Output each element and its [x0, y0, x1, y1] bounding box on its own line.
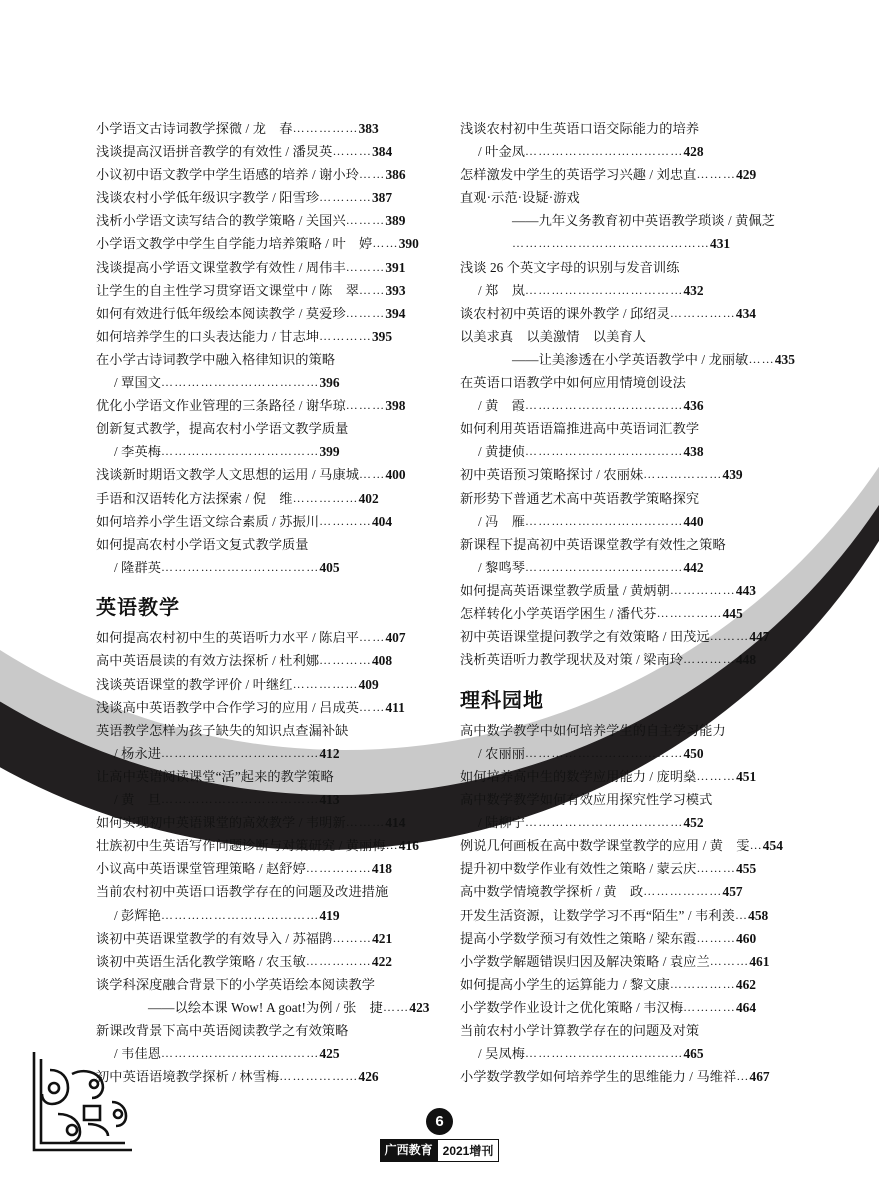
- toc-entry[interactable]: [96, 280, 432, 302]
- toc-entry-title: 高中英语晨读的有效方法探析 / 杜利娜: [96, 653, 320, 669]
- toc-entry-title: 如何提高小学生的运算能力 / 黎文康: [460, 976, 670, 992]
- toc-entry-title: 优化小学语文作业管理的三条路径 / 谢华琼: [96, 398, 346, 414]
- toc-leader-dots: ………: [332, 930, 373, 945]
- toc-leader-dots: ……: [359, 282, 386, 297]
- toc-entry[interactable]: [96, 326, 432, 348]
- toc-page-number: 443: [735, 582, 756, 598]
- toc-entry[interactable]: [460, 187, 796, 209]
- toc-entry[interactable]: [96, 835, 432, 857]
- toc-leader-dots: ………………………………: [525, 398, 684, 413]
- toc-leader-dots: ………: [696, 768, 737, 783]
- toc-page-number: 434: [735, 305, 756, 321]
- toc-entry-title: 如何有效进行低年级绘本阅读教学 / 莫爱珍: [96, 305, 346, 321]
- toc-entry-title: 小学数学教学如何培养学生的思维能力 / 马维祥: [460, 1069, 737, 1085]
- toc-entry[interactable]: [96, 881, 432, 903]
- toc-page-number: 421: [372, 930, 393, 946]
- toc-leader-dots: ………: [332, 144, 373, 159]
- toc-page-number: 440: [683, 513, 704, 529]
- toc-entry-title: 小学语文教学中学生自学能力培养策略 / 叶 婷: [96, 236, 373, 252]
- toc-entry-title: 浅谈农村小学低年级识字教学 / 阳雪珍: [96, 190, 320, 206]
- toc-entry[interactable]: [460, 257, 796, 279]
- toc-leader-dots: ……: [372, 236, 399, 251]
- toc-page-number: 418: [371, 861, 392, 877]
- toc-leader-dots: ………………………………: [525, 513, 684, 528]
- toc-entry-title: 怎样转化小学英语学困生 / 潘代芬: [460, 605, 657, 621]
- toc-entry[interactable]: [460, 210, 796, 232]
- toc-entry-title: 高中数学教学如何有效应用探究性学习模式: [460, 792, 713, 808]
- toc-leader-dots: …………: [319, 653, 372, 668]
- toc-leader-dots: …………: [319, 513, 372, 528]
- toc-entry[interactable]: [460, 488, 796, 510]
- toc-leader-dots: ………………: [279, 1069, 359, 1084]
- toc-entry[interactable]: [96, 395, 432, 417]
- toc-page-number: 393: [385, 282, 406, 298]
- toc-leader-dots: ……………: [292, 676, 359, 691]
- toc-entry[interactable]: [460, 164, 796, 186]
- toc-page-number: 390: [398, 236, 419, 252]
- toc-entry-title: 壮族初中生英语写作问题诊断与对策研究 / 黄丽梅: [96, 838, 386, 854]
- toc-leader-dots: ………: [345, 213, 386, 228]
- toc-entry-title: 初中英语课堂提问教学之有效策略 / 田茂远: [460, 629, 710, 645]
- toc-leader-dots: ………………………………: [525, 144, 684, 159]
- toc-entry-title: 小议高中英语课堂管理策略 / 赵舒婷: [96, 861, 306, 877]
- toc-entry[interactable]: [460, 141, 796, 163]
- toc-entry-title: / 覃国文: [114, 375, 162, 391]
- toc-entry[interactable]: [96, 511, 432, 533]
- toc-entry-title: 高中数学教学中如何培养学生的自主学习能力: [460, 722, 726, 738]
- toc-leader-dots: …: [736, 1069, 750, 1084]
- toc-entry-title: 小学数学解题错误归因及解决策略 / 袁应兰: [460, 953, 710, 969]
- toc-leader-dots: ………: [696, 861, 737, 876]
- journal-issue: 2021增刊: [438, 1139, 500, 1162]
- toc-entry-title: 如何提高英语课堂教学质量 / 黄炳朝: [460, 582, 670, 598]
- toc-leader-dots: ……: [748, 351, 775, 366]
- toc-entry-title: 新课程下提高初中英语课堂教学有效性之策略: [460, 536, 726, 552]
- toc-entry[interactable]: [460, 951, 796, 973]
- toc-page-number: 429: [736, 167, 757, 183]
- toc-leader-dots: ………………………………: [525, 559, 684, 574]
- toc-entry[interactable]: [460, 534, 796, 556]
- toc-entry[interactable]: [96, 1020, 432, 1042]
- toc-page-number: 407: [385, 630, 406, 646]
- toc-page-number: 436: [683, 398, 704, 414]
- toc-entry-title: 在英语口语教学中如何应用情境创设法: [460, 375, 686, 391]
- toc-entry[interactable]: [96, 257, 432, 279]
- toc-leader-dots: ………………: [643, 467, 723, 482]
- toc-page-number: 394: [385, 305, 406, 321]
- toc-entry-title: 高中数学情境教学探析 / 黄 政: [460, 884, 644, 900]
- toc-entry-title: 浅谈新时期语文教学人文思想的运用 / 马康城: [96, 467, 360, 483]
- toc-entry-title: 让学生的自主性学习贯穿语文课堂中 / 陈 翠: [96, 282, 360, 298]
- toc-page-number: 409: [358, 676, 379, 692]
- toc-leader-dots: ……: [359, 630, 386, 645]
- toc-entry[interactable]: [460, 812, 796, 834]
- toc-leader-dots: ………: [345, 305, 386, 320]
- toc-entry-title: 如何实现初中英语课堂的高效教学 / 韦明新: [96, 815, 346, 831]
- toc-entry[interactable]: [460, 649, 796, 671]
- toc-leader-dots: ……: [359, 467, 386, 482]
- toc-entry-title: / 黄捷侦: [478, 444, 526, 460]
- toc-page-number: 396: [319, 375, 340, 391]
- toc-entry[interactable]: [96, 858, 432, 880]
- toc-leader-dots: ………: [709, 953, 750, 968]
- toc-leader-dots: ………: [345, 259, 386, 274]
- toc-entry[interactable]: [460, 118, 796, 140]
- toc-entry[interactable]: [460, 881, 796, 903]
- toc-entry[interactable]: [96, 141, 432, 163]
- toc-entry-title: 浅谈 26 个英文字母的识别与发音训练: [460, 259, 680, 275]
- toc-entry-title: / 冯 雁: [478, 513, 526, 529]
- toc-page-number: 404: [371, 513, 393, 529]
- toc-page-number: 389: [385, 213, 406, 229]
- toc-page-number: 412: [319, 745, 340, 761]
- toc-entry[interactable]: [460, 280, 796, 302]
- toc-entry-title: 当前农村小学计算教学存在的问题及对策: [460, 1022, 700, 1038]
- toc-page-number: 399: [319, 444, 340, 460]
- toc-leader-dots: …………: [683, 999, 736, 1014]
- journal-name: 广西教育: [380, 1139, 438, 1162]
- toc-entry-title: 如何培养学生的口头表达能力 / 甘志坤: [96, 328, 320, 344]
- toc-page-number: 419: [319, 907, 340, 923]
- toc-entry[interactable]: [96, 951, 432, 973]
- toc-entry-title: / 黄 旦: [114, 792, 162, 808]
- toc-entry[interactable]: [96, 905, 432, 927]
- toc-leader-dots: ………………………………: [525, 444, 684, 459]
- toc-entry-title: / 李英梅: [114, 444, 162, 460]
- toc-entry-title: 开发生活资源，让数学学习不再“陌生” / 韦利羡: [460, 907, 735, 923]
- toc-entry[interactable]: [96, 1043, 432, 1065]
- toc-entry[interactable]: [460, 603, 796, 625]
- toc-entry-title: 谈初中英语生活化教学策略 / 农玉敏: [96, 953, 306, 969]
- toc-page-number: 405: [319, 559, 340, 575]
- toc-leader-dots: …: [385, 838, 399, 853]
- toc-page-number: 457: [722, 884, 743, 900]
- toc-entry-title: 初中英语预习策略探讨 / 农丽妹: [460, 467, 644, 483]
- toc-entry[interactable]: [460, 858, 796, 880]
- toc-entry-title: 浅谈高中英语教学中合作学习的应用 / 吕成英: [96, 699, 360, 715]
- toc-entry[interactable]: [460, 441, 796, 463]
- toc-entry[interactable]: [460, 1020, 796, 1042]
- toc-entry[interactable]: [96, 372, 432, 394]
- toc-entry[interactable]: [460, 326, 796, 348]
- toc-entry-title: / 彭辉艳: [114, 907, 162, 923]
- toc-entry[interactable]: [460, 974, 796, 996]
- toc-entry[interactable]: [460, 580, 796, 602]
- toc-entry[interactable]: [96, 164, 432, 186]
- toc-entry[interactable]: [96, 627, 432, 649]
- toc-leader-dots: ……………: [292, 121, 359, 135]
- toc-entry[interactable]: [460, 1066, 796, 1088]
- toc-entry[interactable]: [460, 349, 796, 371]
- toc-entry-title: 创新复式教学，提高农村小学语文教学质量: [96, 421, 349, 437]
- toc-entry-title: 谈初中英语课堂教学的有效导入 / 苏福鹍: [96, 930, 333, 946]
- toc-entry[interactable]: [96, 349, 432, 371]
- toc-page-number: 411: [385, 699, 405, 715]
- toc-entry-title: ——让美渗透在小学英语教学中 / 龙丽敏: [512, 351, 749, 367]
- toc-leader-dots: ……………: [656, 605, 723, 620]
- toc-page-number: 452: [683, 815, 704, 831]
- toc-leader-dots: ……………: [669, 305, 736, 320]
- toc-page-number: 386: [385, 167, 406, 183]
- toc-page-number: 387: [371, 190, 393, 206]
- toc-page-number: 428: [683, 144, 704, 160]
- toc-entry[interactable]: [96, 557, 432, 579]
- toc-leader-dots: ………: [696, 167, 737, 182]
- toc-entry-title: 浅析英语听力教学现状及对策 / 梁南玲: [460, 652, 684, 668]
- toc-page-number: 467: [749, 1069, 770, 1085]
- toc-leader-dots: ………: [709, 629, 750, 644]
- toc-leader-dots: ………: [696, 930, 737, 945]
- toc-entry[interactable]: [96, 974, 432, 996]
- toc-leader-dots: ………………………………: [161, 907, 320, 922]
- toc-page-number: 400: [385, 467, 406, 483]
- toc-page-number: 462: [735, 976, 756, 992]
- toc-leader-dots: ………………………………: [161, 1046, 320, 1061]
- toc-leader-dots: ……: [382, 999, 410, 1014]
- toc-entry-title: 提升初中数学作业有效性之策略 / 蒙云庆: [460, 861, 697, 877]
- toc-entry-title: / 郑 岚: [478, 282, 526, 298]
- toc-entry[interactable]: [96, 1066, 432, 1088]
- toc-page-number: 435: [774, 351, 795, 367]
- toc-entry-title: 提高小学数学预习有效性之策略 / 梁东霞: [460, 930, 697, 946]
- toc-entry-title: 新形势下普通艺术高中英语教学策略探究: [460, 490, 700, 506]
- toc-page-number: 442: [683, 559, 704, 575]
- toc-entry[interactable]: [96, 303, 432, 325]
- toc-entry-title: 初中英语语境教学探析 / 林雪梅: [96, 1069, 280, 1085]
- toc-leader-dots: ……: [359, 167, 386, 182]
- toc-entry-title: 在小学古诗词教学中融入格律知识的策略: [96, 351, 336, 367]
- toc-entry-title: 浅谈农村初中生英语口语交际能力的培养: [460, 121, 700, 136]
- toc-leader-dots: ………………………………………: [512, 236, 710, 251]
- toc-entry-title: 浅析小学语文读写结合的教学策略 / 关国兴: [96, 213, 346, 229]
- toc-page-number: 451: [736, 768, 757, 784]
- toc-entry-title: 如何提高农村小学语文复式教学质量: [96, 536, 309, 552]
- toc-page-number: 439: [722, 467, 743, 483]
- toc-leader-dots: ………………………………: [525, 1046, 684, 1061]
- toc-leader-dots: ………: [345, 815, 386, 830]
- toc-leader-dots: ……………: [305, 861, 372, 876]
- toc-entry-title: 谈学科深度融合背景下的小学英语绘本阅读教学: [96, 976, 376, 992]
- toc-entry-title: 例说几何画板在高中数学课堂教学的应用 / 黄 雯: [460, 838, 750, 854]
- journal-footer-bar: [380, 1139, 500, 1162]
- toc-entry[interactable]: [460, 743, 796, 765]
- toc-entry[interactable]: [460, 905, 796, 927]
- toc-page-number: 391: [385, 259, 406, 275]
- toc-page-number: 414: [385, 815, 406, 831]
- toc-leader-dots: ………………………………: [525, 282, 684, 297]
- toc-page-number: 460: [736, 930, 757, 946]
- toc-entry-title: 当前农村初中英语口语教学存在的问题及改进措施: [96, 884, 389, 900]
- toc-page-number: 398: [385, 398, 406, 414]
- page-number: 6: [426, 1108, 453, 1135]
- page-footer: [0, 1108, 879, 1162]
- toc-leader-dots: ……………: [292, 490, 359, 505]
- toc-page-number: 455: [736, 861, 757, 877]
- toc-entry[interactable]: [460, 997, 796, 1019]
- toc-entry[interactable]: [460, 395, 796, 417]
- toc-entry-title: / 隆群英: [114, 559, 162, 575]
- toc-entry-title: 浅谈英语课堂的教学评价 / 叶继红: [96, 676, 293, 692]
- toc-page-number: 458: [748, 907, 769, 923]
- toc-leader-dots: ……………: [669, 976, 736, 991]
- toc-entry[interactable]: [96, 418, 432, 440]
- toc-leader-dots: …: [749, 838, 763, 853]
- toc-page-number: 402: [358, 490, 379, 506]
- toc-entry[interactable]: [96, 534, 432, 556]
- toc-entry[interactable]: [460, 233, 796, 255]
- toc-page-number: 423: [409, 999, 430, 1015]
- toc-entry-title: 如何提高农村初中生的英语听力水平 / 陈启平: [96, 630, 360, 646]
- toc-entry-title: 如何培养小学生语文综合素质 / 苏振川: [96, 513, 320, 529]
- toc-entry-title: / 黎鸣琴: [478, 559, 526, 575]
- toc-entry[interactable]: [460, 303, 796, 325]
- toc-leader-dots: ……: [359, 699, 386, 714]
- toc-entry[interactable]: [96, 488, 432, 510]
- toc-entry-title: 英语教学怎样为孩子缺失的知识点查漏补缺: [96, 722, 349, 738]
- toc-entry[interactable]: [460, 766, 796, 788]
- toc-entry-title: 怎样激发中学生的英语学习兴趣 / 刘忠直: [460, 167, 697, 183]
- toc-page-number: 461: [749, 953, 770, 969]
- toc-entry[interactable]: [460, 557, 796, 579]
- toc-column-right: [460, 118, 796, 1089]
- toc-page-number: 425: [319, 1046, 340, 1062]
- toc-leader-dots: ………………………………: [161, 792, 320, 807]
- toc-columns: [96, 118, 796, 1089]
- toc-entry[interactable]: [96, 766, 432, 788]
- toc-page-number: 383: [358, 121, 379, 136]
- toc-leader-dots: ……………: [669, 582, 736, 597]
- toc-leader-dots: ………………………………: [525, 745, 684, 760]
- toc-page-number: 450: [683, 745, 704, 761]
- toc-entry-title: / 黄 霞: [478, 398, 526, 414]
- toc-page-number: 384: [372, 144, 393, 160]
- toc-page-number: 432: [683, 282, 704, 298]
- toc-page-number: 408: [371, 653, 393, 669]
- toc-entry-title: / 叶金凤: [478, 144, 526, 160]
- toc-entry-title: 小议初中语文教学中学生语感的培养 / 谢小玲: [96, 167, 360, 183]
- toc-column-left: [96, 118, 432, 1089]
- toc-entry-title: ——以绘本课 Wow! A goat!为例 / 张 捷: [148, 999, 383, 1015]
- toc-entry-title: 小学数学作业设计之优化策略 / 韦汉梅: [460, 999, 684, 1015]
- toc-entry[interactable]: [460, 928, 796, 950]
- toc-leader-dots: …………: [319, 190, 372, 205]
- toc-leader-dots: ………………………………: [161, 444, 320, 459]
- toc-entry-title: 小学语文古诗词教学探微 / 龙 春: [96, 121, 293, 136]
- toc-page-number: 445: [722, 605, 743, 621]
- toc-page-number: 416: [398, 838, 419, 854]
- toc-entry-title: 如何利用英语语篇推进高中英语词汇教学: [460, 421, 700, 437]
- toc-leader-dots: …………: [319, 328, 372, 343]
- toc-entry[interactable]: [96, 464, 432, 486]
- toc-entry-title: 谈农村初中英语的课外教学 / 邱绍灵: [460, 305, 670, 321]
- toc-section-heading: 英语教学: [96, 597, 180, 620]
- toc-leader-dots: …………: [683, 652, 736, 667]
- toc-page-number: 438: [683, 444, 704, 460]
- toc-entry[interactable]: [96, 743, 432, 765]
- toc-entry-title: ——九年义务教育初中英语教学琐谈 / 黄佩芝: [512, 213, 776, 229]
- toc-page-number: 413: [319, 792, 340, 808]
- toc-entry[interactable]: [460, 626, 796, 648]
- toc-leader-dots: ………………………………: [161, 745, 320, 760]
- toc-page-number: 422: [371, 953, 392, 969]
- toc-page-number: 447: [749, 629, 770, 645]
- toc-entry[interactable]: [96, 789, 432, 811]
- toc-entry-title: 以美求真 以美激情 以美育人: [460, 328, 647, 344]
- toc-entry-title: 浅谈提高小学语文课堂教学有效性 / 周伟丰: [96, 259, 346, 275]
- toc-page-number: 454: [762, 838, 783, 854]
- toc-entry[interactable]: [460, 464, 796, 486]
- toc-entry[interactable]: [96, 674, 432, 696]
- toc-entry[interactable]: [460, 418, 796, 440]
- toc-entry[interactable]: [96, 233, 432, 255]
- toc-page-number: 426: [358, 1069, 379, 1085]
- toc-entry[interactable]: [96, 997, 432, 1019]
- toc-entry[interactable]: [96, 928, 432, 950]
- toc-entry[interactable]: [460, 789, 796, 811]
- toc-entry[interactable]: [96, 812, 432, 834]
- toc-entry[interactable]: [460, 1043, 796, 1065]
- toc-entry[interactable]: [460, 511, 796, 533]
- toc-entry-title: 新课改背景下高中英语阅读教学之有效策略: [96, 1022, 349, 1038]
- toc-entry[interactable]: [460, 372, 796, 394]
- toc-entry-title: 直观·示范·设疑·游戏: [460, 190, 580, 206]
- toc-leader-dots: ………: [345, 398, 386, 413]
- toc-leader-dots: ………………………………: [161, 375, 320, 390]
- toc-entry-title: / 吴凤梅: [478, 1046, 526, 1062]
- toc-entry[interactable]: [96, 650, 432, 672]
- toc-entry-title: 如何培养高中生的数学应用能力 / 庞明燊: [460, 768, 697, 784]
- toc-entry-title: 让高中英语阅读课堂“活”起来的教学策略: [96, 768, 334, 784]
- toc-page-number: 465: [683, 1046, 704, 1062]
- toc-entry-title: / 杨永进: [114, 745, 162, 761]
- toc-page-number: 464: [735, 999, 757, 1015]
- toc-leader-dots: …: [734, 907, 749, 922]
- toc-leader-dots: ………………………………: [525, 815, 684, 830]
- toc-entry-title: 浅谈提高汉语拼音教学的有效性 / 潘炅英: [96, 144, 333, 160]
- toc-entry[interactable]: [96, 441, 432, 463]
- toc-section-heading: 理科园地: [460, 689, 544, 712]
- toc-entry[interactable]: [96, 118, 432, 140]
- toc-entry[interactable]: [96, 720, 432, 742]
- toc-leader-dots: ………………: [643, 884, 723, 899]
- toc-leader-dots: ………………………………: [161, 559, 320, 574]
- toc-entry[interactable]: [96, 187, 432, 209]
- toc-entry-title: / 农丽丽: [478, 745, 526, 761]
- toc-entry[interactable]: [460, 835, 796, 857]
- toc-entry[interactable]: [96, 210, 432, 232]
- toc-entry-title: 手语和汉语转化方法探索 / 倪 维: [96, 490, 293, 506]
- toc-page-number: 395: [371, 328, 393, 344]
- toc-leader-dots: ……………: [305, 953, 372, 968]
- toc-entry[interactable]: [96, 697, 432, 719]
- toc-page-number: 431: [710, 236, 731, 252]
- toc-page-number: 448: [735, 652, 757, 668]
- toc-entry[interactable]: [460, 720, 796, 742]
- toc-entry-title: / 陆柳宁: [478, 815, 526, 831]
- toc-entry-title: / 韦佳恩: [114, 1046, 162, 1062]
